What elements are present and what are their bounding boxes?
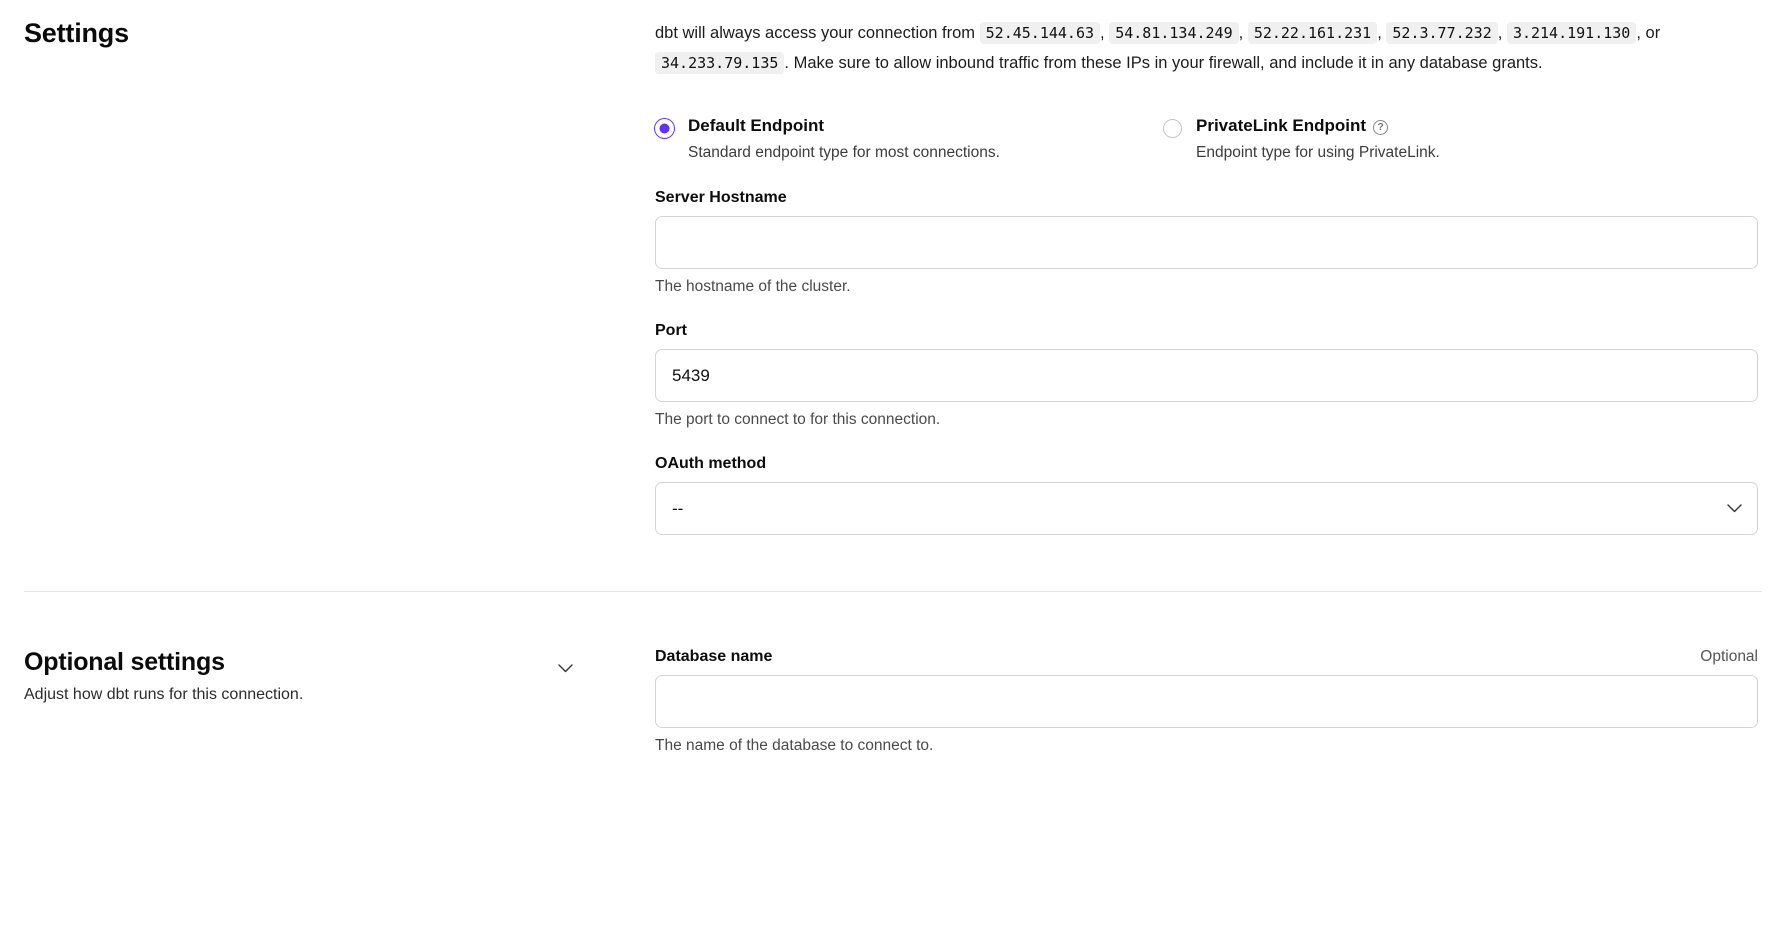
ip-allowlist-notice bbox=[655, 18, 1730, 78]
field-oauth-method bbox=[655, 455, 1758, 535]
optional-badge: Optional bbox=[1700, 648, 1758, 665]
database-name-input[interactable] bbox=[655, 675, 1758, 728]
radio-default-endpoint-description: Standard endpoint type for most connections. bbox=[688, 144, 1000, 161]
radio-default-endpoint-label bbox=[688, 116, 1000, 136]
optional-settings-header-text bbox=[24, 648, 303, 704]
ip-chip-3: 52.22.161.231 bbox=[1248, 22, 1377, 44]
optional-settings-subtitle: Adjust how dbt runs for this connection. bbox=[24, 686, 304, 703]
oauth-method-label-text: OAuth method bbox=[655, 455, 767, 472]
ip-or-label: , or bbox=[1636, 24, 1661, 42]
ip-chip-1: 52.45.144.63 bbox=[980, 22, 1100, 44]
optional-settings-section bbox=[0, 648, 1786, 755]
ip-chip-6: 34.233.79.135 bbox=[655, 52, 784, 74]
oauth-method-select-wrapper[interactable] bbox=[655, 482, 1758, 535]
server-hostname-input[interactable] bbox=[655, 216, 1758, 269]
radio-default-endpoint-text bbox=[688, 116, 1000, 163]
ip-notice-tail: . Make sure to allow inbound traffic from these IPs in your firewall, and include it in any database grants. bbox=[784, 54, 1543, 72]
port-input[interactable] bbox=[655, 349, 1758, 402]
ip-comma-1: , bbox=[1100, 24, 1105, 42]
optional-settings-header[interactable] bbox=[24, 648, 655, 704]
server-hostname-help: The hostname of the cluster. bbox=[655, 278, 851, 295]
field-server-hostname bbox=[655, 189, 1758, 296]
radio-privatelink-endpoint[interactable] bbox=[1163, 119, 1182, 138]
database-name-help: The name of the database to connect to. bbox=[655, 737, 934, 754]
radio-privatelink-endpoint-label bbox=[1196, 116, 1440, 136]
ip-comma-3: , bbox=[1377, 24, 1382, 42]
chevron-down-icon[interactable] bbox=[558, 660, 573, 678]
settings-header-column bbox=[0, 0, 655, 49]
radio-default-endpoint-label-text: Default Endpoint bbox=[688, 116, 824, 135]
ip-comma-2: , bbox=[1238, 24, 1244, 42]
oauth-method-select[interactable]: -- bbox=[655, 482, 1758, 535]
optional-settings-title: Optional settings bbox=[24, 648, 225, 676]
oauth-method-label bbox=[655, 455, 1758, 473]
port-label-text: Port bbox=[655, 322, 687, 339]
endpoint-type-radio-group bbox=[655, 116, 1758, 163]
ip-comma-4: , bbox=[1497, 24, 1503, 42]
radio-option-default-endpoint[interactable] bbox=[655, 116, 1163, 163]
radio-privatelink-endpoint-description: Endpoint type for using PrivateLink. bbox=[1196, 144, 1440, 161]
port-help: The port to connect to for this connection. bbox=[655, 411, 941, 428]
database-name-label-text: Database name bbox=[655, 648, 773, 665]
radio-privatelink-endpoint-label-text: PrivateLink Endpoint bbox=[1196, 116, 1367, 135]
optional-settings-form-column bbox=[655, 648, 1786, 755]
radio-default-endpoint[interactable] bbox=[655, 119, 674, 138]
database-name-label bbox=[655, 648, 1758, 666]
server-hostname-label-text: Server Hostname bbox=[655, 189, 787, 206]
section-divider bbox=[24, 591, 1762, 592]
page-title: Settings bbox=[24, 18, 129, 48]
settings-form-column bbox=[655, 0, 1786, 535]
field-database-name bbox=[655, 648, 1758, 755]
radio-privatelink-endpoint-text bbox=[1196, 116, 1440, 163]
server-hostname-label bbox=[655, 189, 1758, 207]
ip-chip-5: 3.214.191.130 bbox=[1507, 22, 1636, 44]
help-icon[interactable]: ? bbox=[1373, 120, 1388, 135]
radio-option-privatelink-endpoint[interactable] bbox=[1163, 116, 1440, 163]
ip-chip-2: 54.81.134.249 bbox=[1109, 22, 1238, 44]
ip-notice-lead: dbt will always access your connection from bbox=[655, 24, 976, 42]
port-label bbox=[655, 322, 1758, 340]
field-port bbox=[655, 322, 1758, 429]
optional-settings-header-column bbox=[0, 648, 655, 704]
ip-chip-4: 52.3.77.232 bbox=[1386, 22, 1497, 44]
